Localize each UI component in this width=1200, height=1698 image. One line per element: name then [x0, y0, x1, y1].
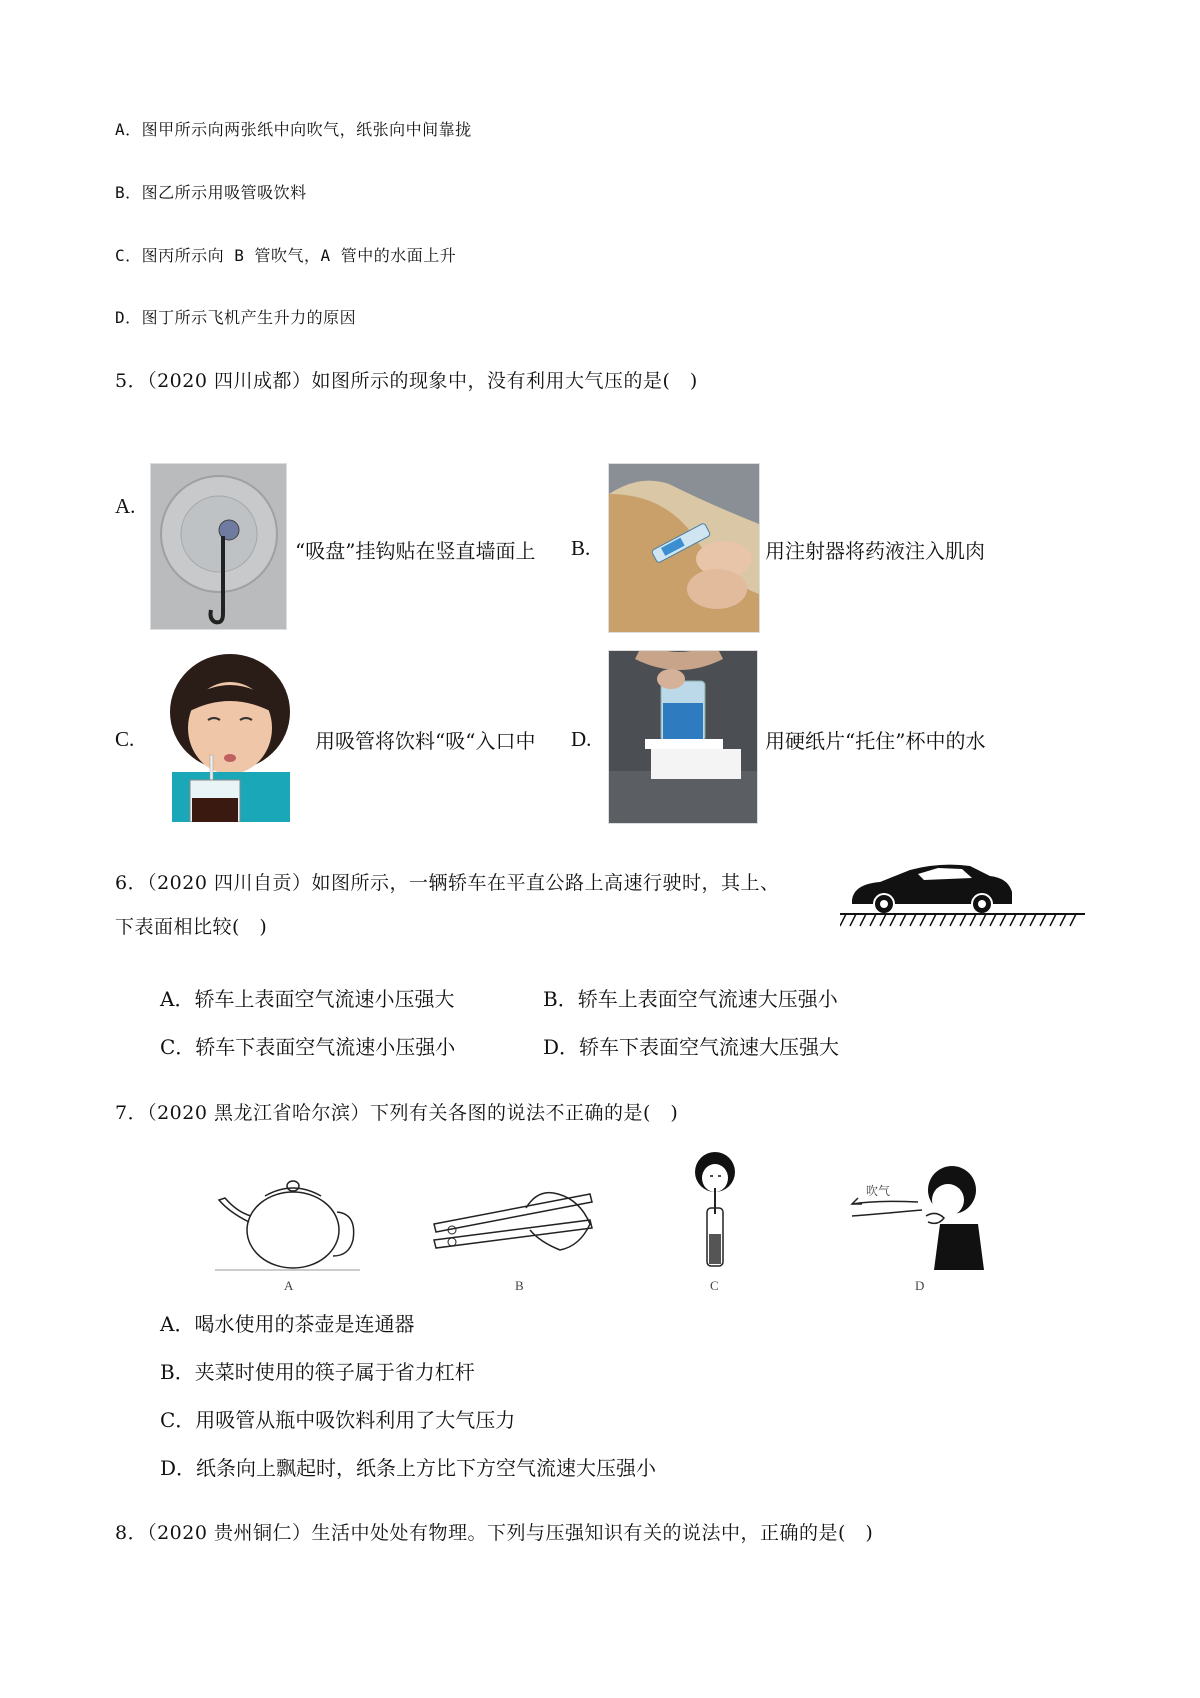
- q5-option-d-letter: D.: [571, 727, 592, 751]
- q4-option-a: A．图甲所示向两张纸中向吹气，纸张向中间靠拢: [115, 120, 472, 139]
- q7-figure-label-d: D: [915, 1278, 925, 1293]
- q5-option-a-text: “吸盘”挂钩贴在竖直墙面上: [295, 539, 536, 563]
- q6-option-d: D．轿车下表面空气流速大压强大: [543, 1035, 840, 1059]
- q6-option-b: B．轿车上表面空气流速大压强小: [543, 987, 838, 1011]
- q4-option-d: D．图丁所示飞机产生升力的原因: [115, 308, 357, 327]
- q5-option-a-letter: A.: [115, 494, 136, 518]
- q6-stem-line1: 6．（2020 四川自贡）如图所示，一辆轿车在平直公路上高速行驶时，其上、: [115, 872, 780, 894]
- syringe-injection-photo: [608, 463, 760, 633]
- q7-option-d: D．纸条向上飘起时，纸条上方比下方空气流速大压强小: [160, 1456, 657, 1480]
- suction-cup-hook-photo: [150, 463, 287, 630]
- q6-stem-line2: 下表面相比较( ): [115, 916, 268, 938]
- q7-option-b: B．夹菜时使用的筷子属于省力杠杆: [160, 1360, 475, 1384]
- q6-option-a: A．轿车上表面空气流速小压强大: [160, 987, 455, 1011]
- girl-drinking-bottle-figure: [690, 1150, 740, 1275]
- q5-option-d-text: 用硬纸片“托住”杯中的水: [765, 729, 986, 753]
- chopsticks-figure: [430, 1180, 605, 1270]
- q8-stem: 8．（2020 贵州铜仁）生活中处处有物理。下列与压强知识有关的说法中，正确的是( ): [115, 1522, 874, 1544]
- q4-option-c: C．图丙所示向 B 管吹气，A 管中的水面上升: [115, 246, 457, 265]
- sports-car-road-figure: [840, 852, 1085, 932]
- q5-option-b-letter: B.: [571, 536, 591, 560]
- q5-option-c-text: 用吸管将饮料“吸“入口中: [315, 729, 536, 753]
- q5-stem: 5．（2020 四川成都）如图所示的现象中，没有利用大气压的是( ): [115, 370, 698, 392]
- q6-option-c: C．轿车下表面空气流速小压强小: [160, 1035, 456, 1059]
- q7-figure-d-text: 吹气: [866, 1184, 891, 1198]
- cardboard-holding-water-photo: [608, 650, 758, 824]
- q7-figure-label-b: B: [515, 1278, 524, 1293]
- q7-figure-label-c: C: [710, 1278, 719, 1293]
- boy-blowing-paper-figure: [848, 1160, 988, 1270]
- q5-option-c-letter: C.: [115, 727, 135, 751]
- q7-figure-label-a: A: [284, 1278, 294, 1293]
- q5-option-b-text: 用注射器将药液注入肌肉: [765, 539, 985, 563]
- teapot-figure: [215, 1160, 360, 1280]
- girl-drinking-straw-photo: [152, 650, 307, 822]
- q7-option-a: A．喝水使用的茶壶是连通器: [160, 1312, 415, 1336]
- q7-stem: 7．（2020 黑龙江省哈尔滨）下列有关各图的说法不正确的是( ): [115, 1102, 679, 1124]
- q7-option-c: C．用吸管从瓶中吸饮料利用了大气压力: [160, 1408, 516, 1432]
- q4-option-b: B．图乙所示用吸管吸饮料: [115, 183, 307, 202]
